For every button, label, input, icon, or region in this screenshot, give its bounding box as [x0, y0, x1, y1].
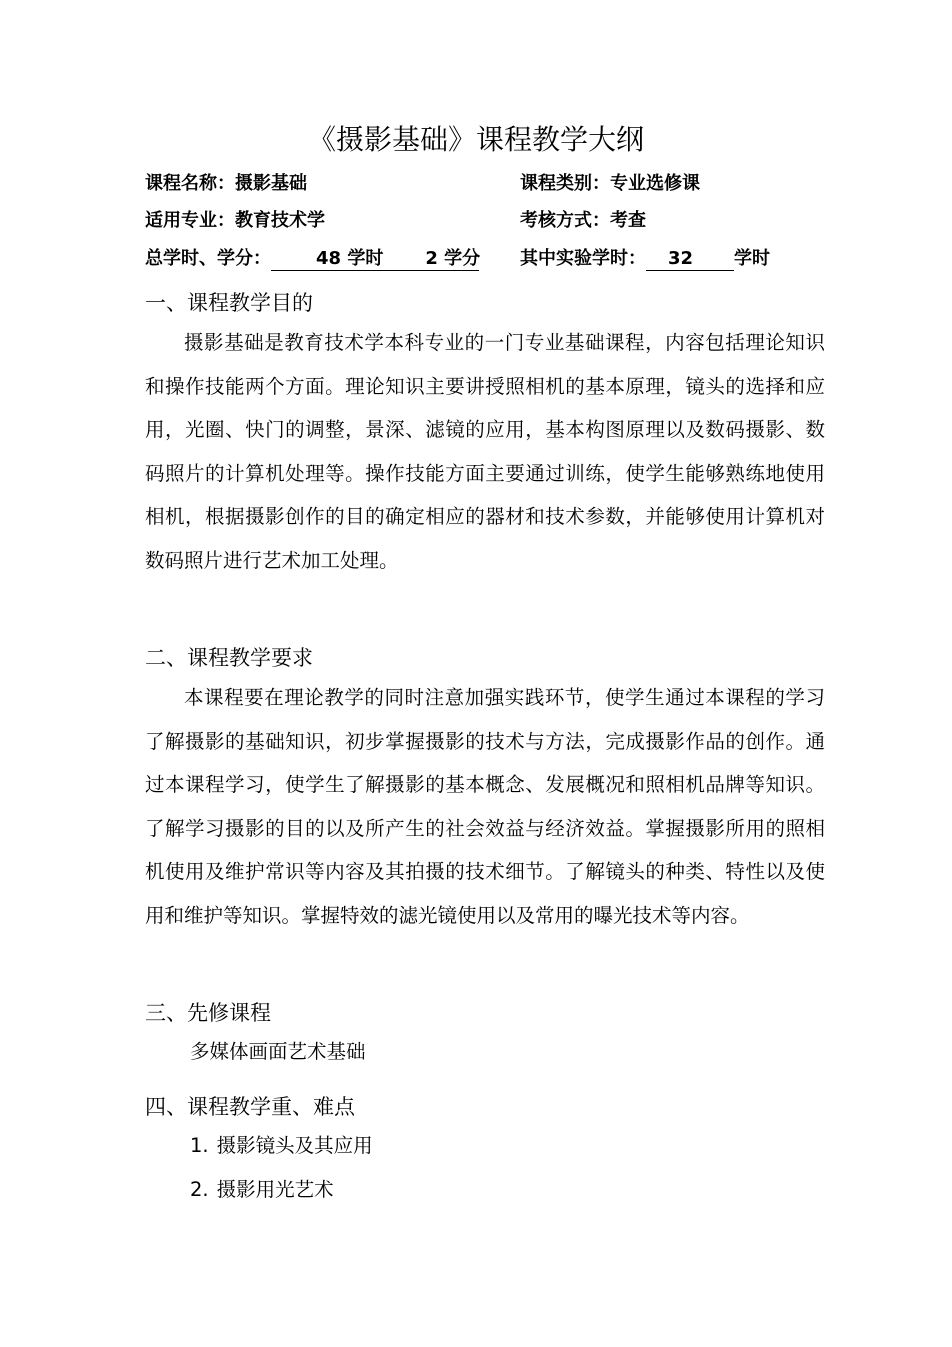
credits-value: 2 学分 [425, 248, 481, 269]
section-heading-requirements: 二、课程教学要求 [145, 646, 313, 670]
list-item [190, 1131, 373, 1161]
lab-value: 32 [668, 248, 694, 269]
section-body-requirements: 本课程要在理论教学的同时注意加强实践环节，使学生通过本课程的学习了解摄影的基础知识，初步掌握摄影的技术与方法，完成摄影作品的创作。通过本课程学习，使学生了解摄影的基本概念、发展概况和照相机品牌等知识。了解学习摄影的目的以及所产生的社会效益与经济效益。掌握摄影所用的照相机使用及维护常识等内容及其拍摄的技术细节。了解镜头的种类、特性以及使用和维护等知识。掌握特效的滤光镜使用以及常用的曝光技术等内容。 [145, 686, 825, 927]
total-hours-credits [145, 246, 479, 272]
list-item-number: 2. [190, 1178, 209, 1201]
lab-unit: 学时 [734, 248, 770, 269]
list-item-number: 1. [190, 1134, 209, 1157]
course-type: 课程类别：专业选修课 [520, 173, 700, 194]
hours-label: 总学时、学分： [145, 248, 271, 269]
list-item [190, 1175, 334, 1205]
prerequisite-course: 多媒体画面艺术基础 [190, 1040, 366, 1063]
list-item-text: 摄影镜头及其应用 [216, 1134, 373, 1157]
lab-hours [520, 246, 770, 272]
section-body-purpose: 摄影基础是教育技术学本科专业的一门专业基础课程，内容包括理论知识和操作技能两个方面。理论知识主要讲授照相机的基本原理，镜头的选择和应用，光圈、快门的调整，景深、滤镜的应用，基本构图原理以及数码摄影、数码照片的计算机处理等。操作技能方面主要通过训练，使学生能够熟练地使用相机，根据摄影创作的目的确定相应的器材和技术参数，并能够使用计算机对数码照片进行艺术加工处理。 [145, 331, 825, 572]
applicable-major: 适用专业：教育技术学 [145, 210, 325, 231]
section-heading-prerequisites: 三、先修课程 [145, 1001, 271, 1025]
hours-credits-underline [271, 248, 479, 271]
hours-value: 48 学时 [316, 248, 384, 269]
section-heading-key-points: 四、课程教学重、难点 [145, 1095, 355, 1119]
course-name: 课程名称：摄影基础 [145, 173, 307, 194]
section-heading-purpose: 一、课程教学目的 [145, 291, 313, 315]
document-title: 《摄影基础》课程教学大纲 [307, 123, 644, 156]
list-item-text: 摄影用光艺术 [216, 1178, 334, 1201]
lab-underline [646, 248, 734, 271]
assessment-method: 考核方式：考查 [520, 210, 646, 231]
lab-label: 其中实验学时： [520, 248, 646, 269]
